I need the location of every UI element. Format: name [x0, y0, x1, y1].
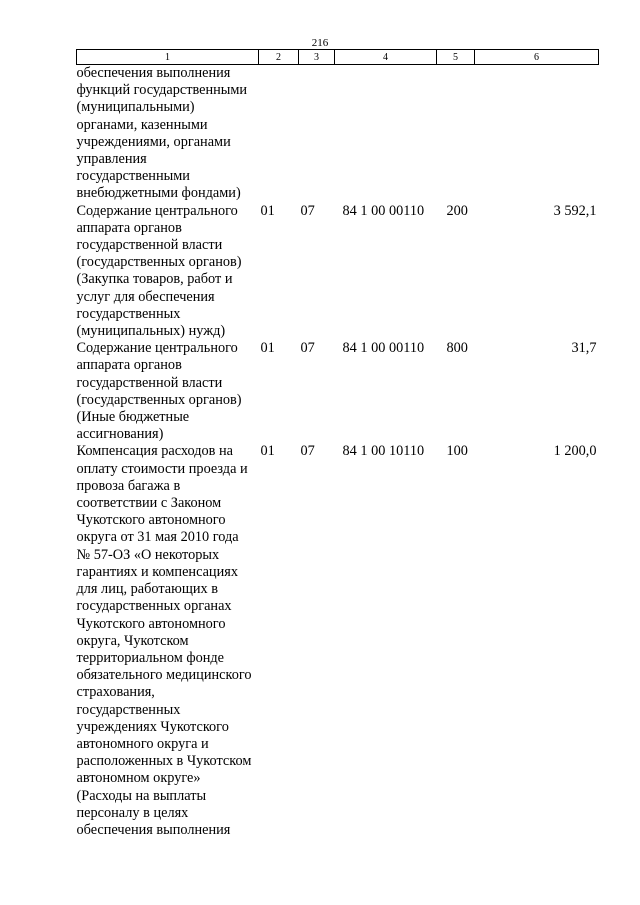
row-subsection: 07 — [300, 443, 315, 460]
row-amount: 31,7 — [571, 340, 597, 357]
row-section: 01 — [260, 202, 275, 219]
table-row — [77, 340, 599, 443]
row-target-article — [335, 65, 437, 203]
table-row — [77, 443, 599, 839]
row-section: 01 — [260, 443, 275, 460]
header-col-1: 1 — [77, 50, 259, 65]
header-col-3: 3 — [299, 50, 335, 65]
row-target-article: 84 1 00 00110 — [342, 340, 425, 357]
header-row — [77, 50, 599, 65]
row-subsection: 07 — [300, 340, 315, 357]
row-expense-type: 100 — [446, 443, 468, 460]
row-section: 01 — [260, 340, 275, 357]
row-amount: 3 592,1 — [553, 202, 597, 219]
header-col-6: 6 — [475, 50, 599, 65]
header-col-5: 5 — [437, 50, 475, 65]
row-amount — [475, 65, 599, 203]
row-section — [259, 65, 299, 203]
row-name: Содержание центрального аппарата органов государственной власти (государственных органов) (Иные бюджетные ассигнования) — [76, 340, 242, 443]
row-expense-type: 200 — [446, 202, 468, 219]
table-header — [77, 50, 599, 65]
table-row — [77, 65, 599, 203]
row-target-article: 84 1 00 00110 — [342, 202, 425, 219]
table-body — [77, 65, 599, 840]
row-expense-type: 800 — [446, 340, 468, 357]
header-col-4: 4 — [335, 50, 437, 65]
header-col-2: 2 — [259, 50, 299, 65]
page-number: 216 — [311, 37, 329, 49]
budget-table — [76, 49, 599, 839]
row-target-article: 84 1 00 10110 — [342, 443, 425, 460]
row-subsection — [299, 65, 335, 203]
row-amount: 1 200,0 — [553, 443, 597, 460]
row-expense-type — [437, 65, 475, 203]
row-name: обеспечения выполнения функций государственными (муниципальными) органами, казенными учреждениями, органами управления государственными внебюджетными фондами) — [76, 65, 248, 202]
row-name: Содержание центрального аппарата органов государственной власти (государственных органов) (Закупка товаров, работ и услуг для обеспечения государственных (муниципальных) нужд) — [76, 202, 242, 340]
row-subsection: 07 — [300, 202, 315, 219]
row-name: Компенсация расходов на оплату стоимости проезда и провоза багажа в соответствии с Законом Чукотского автономного округа от 31 мая 2010 года № 57-ОЗ «О некоторых гарантиях и компенсациях для лиц, работающих в государственных органах Чукотского автономного округа, Чукотском территориальном фонде обязательного медицинского страхования, государственных учреждениях Чукотского автономного округа и расположенных в Чукотском автономном округе» (Расходы на выплаты персоналу в целях обеспечения выполнения — [76, 443, 252, 838]
table-row — [77, 203, 599, 341]
